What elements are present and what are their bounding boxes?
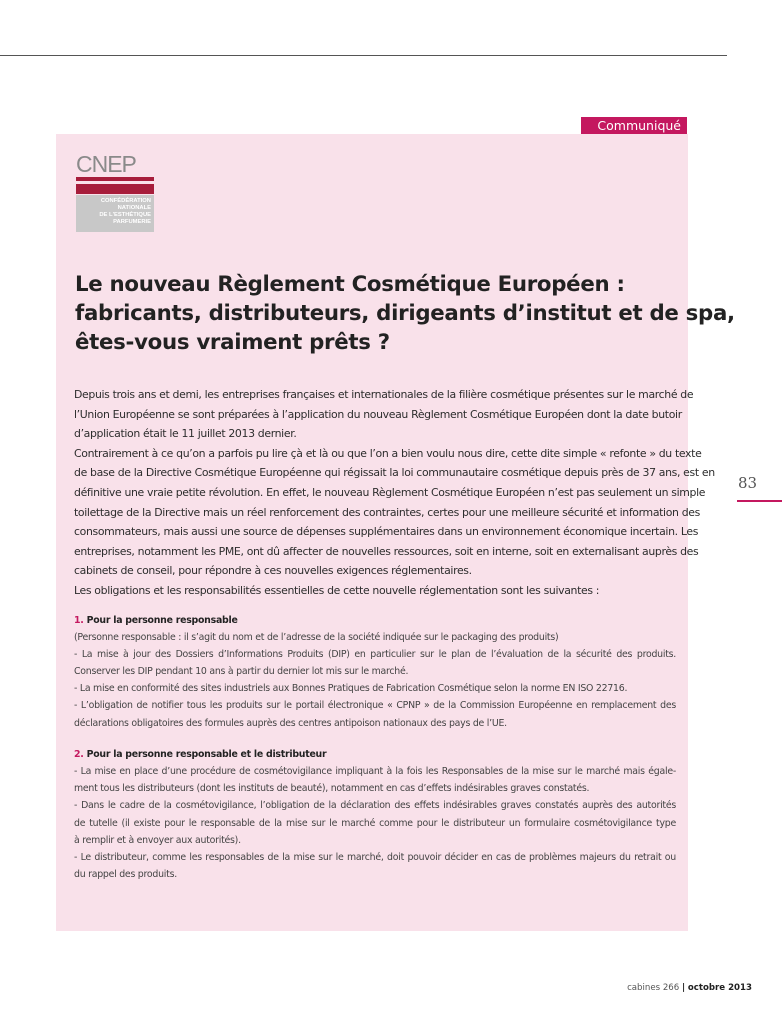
logo-bar-thick	[76, 184, 154, 194]
intro-line: toilettage de la Directive mais un réel renforcement des contraintes, certes pour une meilleure sécurité et information des	[74, 505, 700, 519]
logo-subtitle: CONFÉDÉRATION NATIONALE DE L'ESTHÉTIQUE PARFUMERIE	[76, 195, 154, 232]
logo-wordmark: CNEP	[76, 151, 136, 177]
page-number-rule	[737, 500, 782, 502]
intro-line: consommateurs, mais aussi une source de dépenses supplémentaires dans un environnement économique incertain. Les	[74, 525, 699, 539]
page-number: 83	[738, 474, 758, 492]
communique-tag: Communiqué	[581, 117, 687, 134]
section-line: - La mise en place d’une procédure de cosmétovigilance impliquant à la fois les Responsables de la mise sur le marché mais égale-	[74, 766, 676, 778]
cnep-logo	[76, 153, 154, 233]
footer-issue: cabines 266	[627, 983, 680, 993]
logo-bar-thin	[76, 177, 154, 181]
intro-line: l’Union Européenne se sont préparées à l’application du nouveau Règlement Cosmétique Européen dont la date butoir	[74, 407, 682, 421]
intro-line: cabinets de conseil, pour répondre à ces nouvelles exigences réglementaires.	[74, 564, 472, 578]
section-2-title	[74, 746, 676, 763]
section-title-text: Pour la personne responsable et le distributeur	[86, 748, 327, 760]
section-2	[74, 746, 676, 884]
section-line: de tutelle (il existe pour le responsable de la mise sur le marché comme pour le distributeur un formulaire cosmétovigilance type	[74, 817, 676, 829]
section-line: déclarations obligatoires des formules auprès des centres antipoison nationaux des pays de l’UE.	[74, 717, 507, 729]
intro-line: Les obligations et les responsabilités essentielles de cette nouvelle réglementation sont les suivantes :	[74, 583, 600, 597]
intro-line: d’application était le 11 juillet 2013 dernier.	[74, 427, 297, 441]
section-line: du rappel des produits.	[74, 869, 177, 881]
intro-line: Contrairement à ce qu’on a parfois pu lire çà et là ou que l’on a bien voulu nous dire, cette dite simple « refonte » du texte	[74, 446, 702, 460]
section-line: - Dans le cadre de la cosmétovigilance, l’obligation de la déclaration des effets indésirables graves constatés auprès des autorités	[74, 800, 676, 812]
section-number: 2.	[74, 748, 84, 760]
title-line: êtes-vous vraiment prêts ?	[75, 330, 390, 355]
section-title-text: Pour la personne responsable	[86, 614, 238, 626]
section-line: - L’obligation de notifier tous les produits sur le portail électronique « CPNP » de la Commission Européenne en remplacement des	[74, 700, 676, 712]
article-title	[75, 270, 735, 357]
top-rule	[0, 55, 727, 56]
section-line: à remplir et à envoyer aux autorités).	[74, 834, 241, 846]
footer-date: octobre 2013	[687, 983, 752, 993]
section-line: - La mise à jour des Dossiers d’Informations Produits (DIP) en particulier sur le plan de l’évaluation de la sécurité des produits.	[74, 648, 676, 660]
section-number: 1.	[74, 614, 84, 626]
title-line: Le nouveau Règlement Cosmétique Européen :	[75, 272, 625, 297]
section-line: Conserver les DIP pendant 10 ans à partir du dernier lot mis sur le marché.	[74, 666, 409, 678]
title-line: fabricants, distributeurs, dirigeants d’institut et de spa,	[75, 301, 735, 326]
intro-line: Depuis trois ans et demi, les entreprises françaises et internationales de la filière cosmétique présentes sur le marché de	[74, 388, 694, 401]
intro-line: définitive une vraie petite révolution. En effet, le nouveau Règlement Cosmétique Européen n’est pas seulement un simple	[74, 485, 706, 499]
section-line: ment tous les distributeurs (dont les instituts de beauté), notamment en cas d’effets indésirables graves constatés.	[74, 783, 590, 795]
intro-text	[74, 385, 715, 601]
section-1	[74, 612, 676, 732]
section-line: - Le distributeur, comme les responsables de la mise sur le marché, doit pouvoir décider en cas de problèmes majeurs du retrait ou	[74, 851, 676, 863]
section-line: (Personne responsable : il s’agit du nom et de l’adresse de la société indiquée sur le packaging des produits)	[74, 631, 559, 643]
intro-line: entreprises, notamment les PME, ont dû affecter de nouvelles ressources, soit en interne, soit en externalisant auprès des	[74, 544, 699, 558]
article-body	[74, 385, 715, 883]
footer	[627, 983, 752, 993]
footer-separator: |	[681, 983, 686, 993]
section-1-title	[74, 612, 676, 629]
intro-line: de base de la Directive Cosmétique Européenne qui régissait la loi communautaire cosmétique depuis près de 37 ans, est en	[74, 466, 715, 480]
section-line: - La mise en conformité des sites industriels aux Bonnes Pratiques de Fabrication Cosmétique selon la norme EN ISO 22716.	[74, 683, 628, 695]
